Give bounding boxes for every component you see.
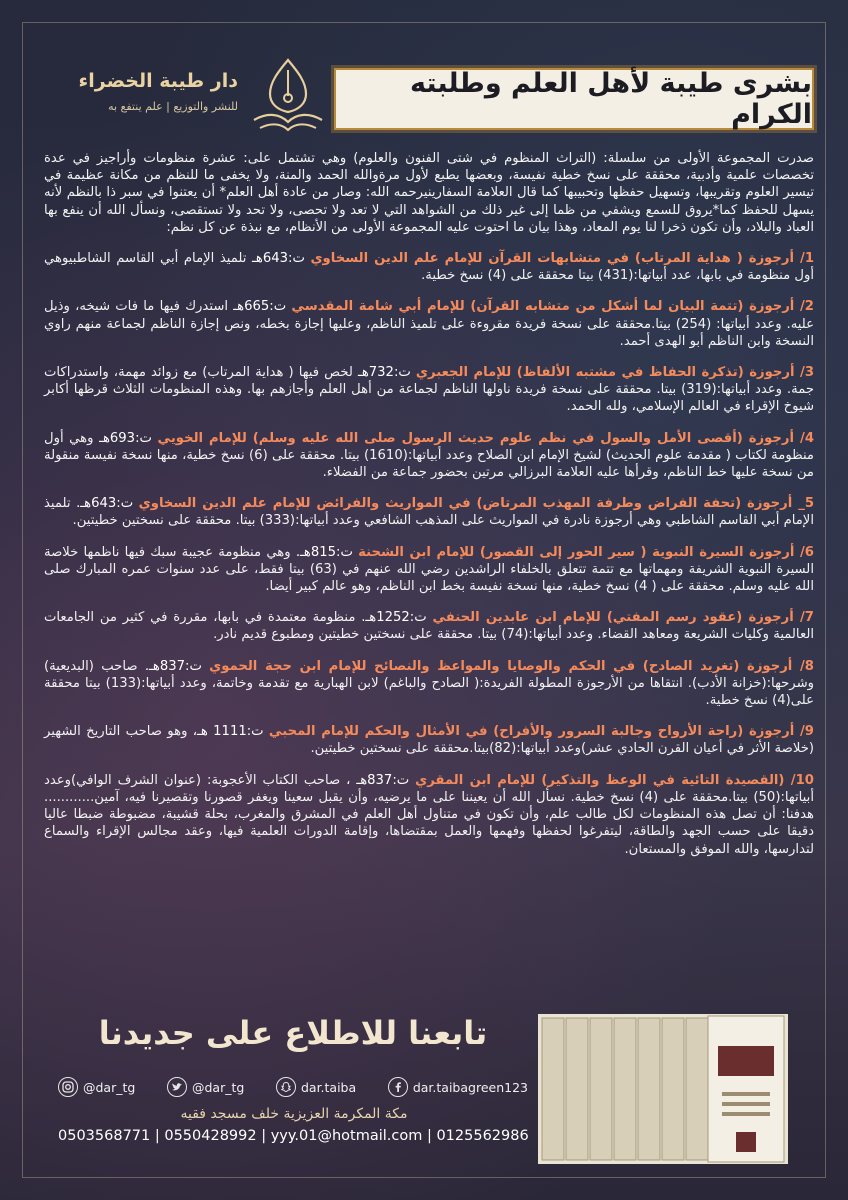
entry-date: ت:837هـ. (144, 658, 210, 674)
snapchat-icon (276, 1077, 296, 1097)
entry-body: تلميذ الإمام أبي القاسم الشاطبيوهي أول منظومة في بابها، عدد أبياتها:(431) بيتا محققة على (4) نسخ خطية. (44, 251, 814, 284)
brand-block (60, 56, 330, 136)
entry-title: 3/ أرجوزة (تذكرة الحفاظ في مشتبه الألفاظ) للإمام الجعبري (415, 365, 814, 381)
entry-title: 8/ أرجوزة (تغريد الصادح) في الحكم والوصايا والمواعظ والنصائح للإمام ابن حجة الحموي (209, 658, 814, 674)
entry-8 (44, 658, 814, 710)
entry-9 (44, 723, 814, 757)
entry-body: استدرك فيها ما فات شيخه، وذيل عليه. وعدد أبياتها: (254) بيتا.محققة على نسخة فريدة مقروءة على تلميذ الناظم، وعليها إجازة بخطه، ونص إجازة الناظم لجماعة منهم راوي النسخة وابن الناظم أبو الهدى أحمد. (44, 299, 814, 349)
entry-date: ت:815هـ. (295, 544, 359, 560)
entry-body: لخص فيها ( هداية المرتاب) مع زوائد مهمة، واستدراكات جمة. وعدد أبياتها:(319) بيتا. محققة على نسخة فريدة ناولها الناظم لجماعة من أهل العلم وأجازهم بها. وهذه المنظومات الثلاث قرظها أكابر شيوخ الإقراء في العالم الإسلامي، ولله الحمد. (44, 365, 814, 415)
entry-date: ت:1111 هـ، (192, 724, 269, 740)
social-facebook[interactable] (388, 1077, 528, 1097)
entry-body: وهي أول منظومة لكتاب ( مقدمة علوم الحديث) لشيخ الإمام ابن الصلاح وعدد أبياتها:(1610) بيتا. محققة على (6) نسخ خطية، منها نسخة نفيسة منقولة من نسخة عليها خط الناظم، وقرأها عليه العلامة البرزالي مرتين بحضور جماعة من الفضلاء. (44, 430, 814, 481)
entry-title: 9/ أرجوزة (راحة الأرواح وجالبة السرور والأفراح) في الأمثال والحكم للإمام المحبي (268, 724, 814, 740)
announcement-body (44, 150, 814, 872)
intro-paragraph: صدرت المجموعة الأولى من سلسلة: (التراث المنظوم في شتى الفنون والعلوم) وهي تشتمل على: عشرة منظومات وأراجيز في عدة تخصصات علمية وأدبية، محققة على نسخ خطية نفيسة، وبعضها يطبع لأول مرةوالله الحمد والمنة، ولا يخفى ما للنظم من مكانة عظيمة في تيسير العلوم وتقريبها، وتسهيل حفظها وتحبيبها كما قال العلامة السفارينيرحمه الله: وصار من عادة أهل العلم* أن يعتنوا في سبر ذا بالنظم لأنه يسهل للحفظ كما*يروق للسمع ويشفي من ظما إلى غير ذلك من الشواهد التي لا تعد ولا تحصى، ولا تحد ولا تستقصى، ونسأل الله أن ينفع بها العباد والبلاد، وأن تكون ذخرا لنا يوم المعاد، وهذا بيان ما احتوت عليه المجموعة الأولى من الأنظام، مع نبذة عن كل نظم: (44, 151, 814, 235)
entry-3 (44, 364, 814, 416)
social-instagram[interactable] (58, 1077, 135, 1097)
headline-title: بشرى طيبة لأهل العلم وطلبته الكرام (409, 68, 812, 130)
entry-1 (44, 250, 814, 284)
entry-4 (44, 430, 814, 482)
entry-title: 6/ أرجوزة السيرة النبوية ( سير الحور إلى القصور) للإمام ابن الشحنة (358, 544, 814, 560)
entry-date: ت:1252هـ. (361, 610, 433, 626)
entry-body: صاحب الكتاب الأعجوبة: (عنوان الشرف الوافي)وعدد أبياتها:(50) بيتا.محققة على (4) نسخ خطية. نسأل الله أن يعيننا على ما يرضيه، وأن يقبل سعينا ويغفر قصورنا وتقصيرنا فيه، آمين............ هدفنا: أن تصل هذه المنظومات لكل طالب علم، وأن تكون في متناول أهل العلم في المشرق والمغرب، بحلة قشيبة، مضبوطة ضبطا عاليا دقيقا على حسب الجهد والطاقة، ليتفرغوا لحفظها وفهمها والعمل بمقتضاها، وإقامة الدورات العلمية فيها، وعقد مجالس الإقراء والسماع لتدارسها، والله الموفق والمستعان. (44, 772, 814, 857)
entry-10 (44, 772, 814, 858)
entry-body: وهو صاحب التاريخ الشهير (خلاصة الأثر في أعيان القرن الحادي عشر)وعدد أبياتها:(82)بيتا.محققة على نسختين خطيتين. (44, 724, 814, 757)
entry-date: ت:837هـ ، (346, 772, 416, 788)
social-snapchat[interactable] (276, 1077, 356, 1097)
entry-body: منظومة معتمدة في بابها، مقررة في كثير من الجامعات العالمية وكليات الشريعة ومعاهد القضاء. وعدد أبياتها:(74) بيتا. محققة على نسختين خطيتين ومطبوع قديم نادر. (44, 610, 814, 643)
twitter-icon (167, 1077, 187, 1097)
entry-body: تلميذ الإمام أبي القاسم الشاطبي وهي أرجوزة نادرة في المواريث على المذهب الشافعي وعدد أبياتها:(333) بيتا. محققة على نسختين خطيتين. (44, 496, 814, 529)
follow-us-heading: تابعنا للاطلاع على جديدنا (98, 1014, 488, 1052)
facebook-icon (388, 1077, 408, 1097)
entry-2 (44, 298, 814, 350)
brand-subtitle: للنشر والتوزيع | علم ينتفع به (108, 100, 238, 113)
entry-title: 10/ (القصيدة التائية في الوعظ والتذكير) للإمام ابن المقري (415, 772, 814, 788)
facebook-handle: dar.taibagreen123 (412, 1079, 528, 1095)
pen-nib-logo-icon (246, 56, 330, 136)
social-links (58, 1072, 528, 1102)
entry-title: 5_ أرجوزة (تحفة الفراض وطرفة المهذب المرتاض) في المواريث والفرائض للإمام علم الدين السخاوي (138, 496, 814, 512)
entry-date: ت:643هـ. (76, 496, 139, 512)
entry-body: صاحب (البديعية) وشرحها:(خزانة الأدب). انتقاها من الأرجوزة المطولة الفريدة:( الصادح والباغم) لابن الهبارية مع تقدمة وخاتمة، وعدد أبياتها:(133) بيتا محققة على(4) نسخ خطية. (44, 658, 815, 709)
entry-date: ت:665هـ (233, 299, 292, 315)
snapchat-handle: dar.taiba (300, 1079, 357, 1095)
entry-body: وهي منظومة عجيبة سبك فيها ناظمها خلاصة السيرة النبوية الشريفة ومهماتها مع تتمة تتعلق بالخلفاء الراشدين رضي الله عنهم في (63) بيتا فقط، على عدد سنوات عمره المبارك صلى الله عليه وسلم. محققة على ( 4) نسخ خطية، منها نسخة نفيسة بخط ابن الناظم، وهو عالم كبير أيضا. (44, 544, 814, 595)
twitter-handle: @dar_tg (191, 1079, 245, 1095)
entry-6 (44, 544, 814, 596)
entry-date: ت:732هـ (357, 365, 416, 381)
address-line: مكة المكرمة العزيزية خلف مسجد فقيه (180, 1106, 408, 1122)
headline-banner (334, 68, 814, 130)
entry-title: 1/ أرجوزة ( هداية المرتاب) في متشابهات القرآن للإمام علم الدين السخاوي (310, 251, 815, 267)
entry-date: ت:643هـ (252, 251, 311, 267)
book-set-illustration (538, 1008, 788, 1166)
entry-title: 7/ أرجوزة (عقود رسم المفتي) للإمام ابن عابدين الحنفي (432, 610, 814, 626)
entry-title: 2/ أرجوزة (تتمة البيان لما أشكل من متشابه القرآن) للإمام أبي شامة المقدسي (291, 299, 814, 315)
contact-numbers: 0503568771 | 0550428992 | yyy.01@hotmail.com | 0125562986 (58, 1128, 529, 1144)
entry-5 (44, 495, 814, 529)
entry-title: 4/ أرجوزة (أقصى الأمل والسول في نظم علوم حديث الرسول صلى الله عليه وسلم) للإمام الخويي (157, 430, 815, 446)
instagram-handle: @dar_tg (83, 1079, 136, 1095)
entry-date: ت:693هـ (99, 430, 158, 446)
brand-name: دار طيبة الخضراء (78, 70, 238, 92)
instagram-icon (58, 1077, 78, 1097)
entry-7 (44, 609, 814, 643)
social-twitter[interactable] (167, 1077, 244, 1097)
